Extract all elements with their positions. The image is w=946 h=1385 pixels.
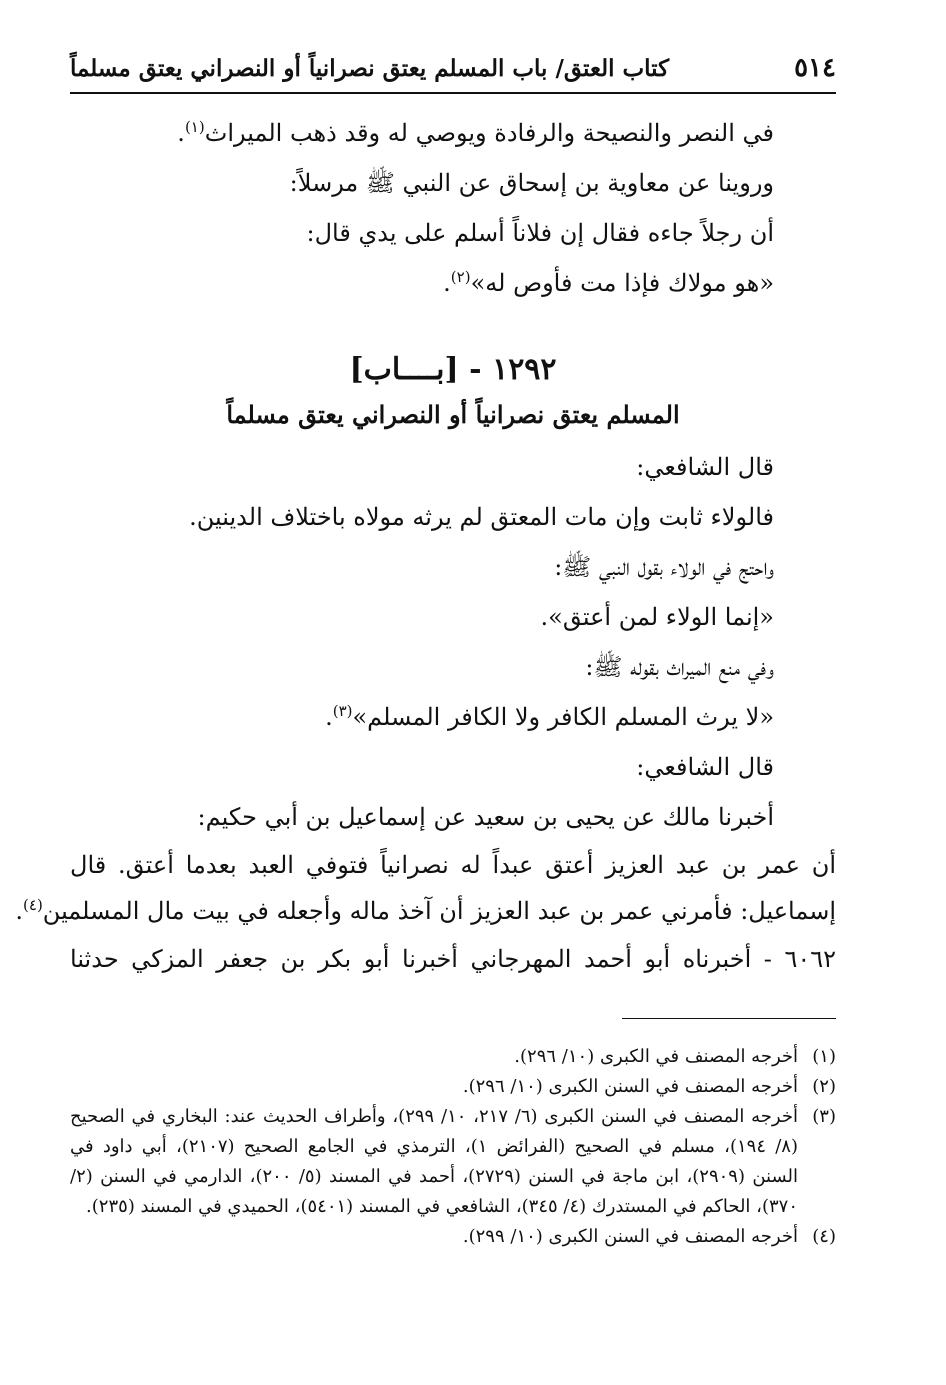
footnote-number: (٣) (812, 1106, 836, 1127)
footnote-ref: (٤) (23, 896, 43, 914)
footnote-rule (622, 1018, 836, 1019)
text-line: أخبرنا مالك عن يحيى بن سعيد عن إسماعيل بن أبي حكيم: (197, 803, 774, 831)
footnotes (70, 1042, 836, 1252)
text-line: في النصر والنصيحة والرفادة ويوصي له وقد ذهب الميراث$^{(١)}$. (177, 118, 774, 147)
text-line: وفي منع الميراث بقوله ﷺ: (585, 653, 774, 681)
main-text (15, 108, 836, 984)
text-line: فالولاء ثابت وإن مات المعتق لم يرثه مولاه باختلاف الدينين. (189, 503, 774, 531)
footnote-item (70, 1072, 836, 1102)
footnote-ref: (٣) (332, 702, 353, 720)
footnote-text: أخرجه المصنف في الكبرى (١٠/ ٢٩٦). (514, 1046, 798, 1067)
spacer (70, 308, 836, 348)
footnote-ref: (١) (184, 118, 205, 136)
footnote-text: أخرجه المصنف في السنن الكبرى (١٠/ ٢٩٦). (462, 1076, 798, 1097)
text-line: ٦٠٦٢ - أخبرناه أبو أحمد المهرجاني أخبرنا أبو بكر بن جعفر المزكي حدثنا (70, 945, 836, 973)
text-line: قال الشافعي: (636, 753, 774, 781)
text-line: «هو مولاك فإذا مت فأوص له»$^{(٢)}$. (443, 268, 774, 297)
footnote-text: أخرجه المصنف في السنن الكبرى (٦/ ٢١٧، ١٠/ ٢٩٩)، وأطراف الحديث عند: البخاري في الصحيح (٨/ ١٩٤)، مسلم في الصحيح (الفرائض ١)، الترمذي في الجامع الصحيح (٢١٠٧)، أبي داود في السنن (٢٩٠٩)، ابن ماجة في السنن (٢٧٢٩)، أحمد في المسند (٥/ ٢٠٠)، الدارمي في السنن (٢/ ٣٧٠)، الحاكم في المستدرك (٤/ ٣٤٥)، الشافعي في المسند (٥٤٠١)، الحميدي في المسند (٢٣٥). (70, 1106, 799, 1217)
header-rule (70, 92, 836, 94)
footnote-text: أخرجه المصنف في السنن الكبرى (١٠/ ٢٩٩). (462, 1226, 798, 1247)
footnote-number: (١) (812, 1046, 836, 1067)
text-line: قال الشافعي: (636, 453, 774, 481)
text-line: «لا يرث المسلم الكافر ولا الكافر المسلم»$^{(٣)}$. (325, 702, 774, 731)
footnote-number: (٤) (812, 1226, 836, 1247)
footnote-ref: (٢) (450, 268, 471, 286)
running-title: كتاب العتق/ باب المسلم يعتق نصرانياً أو النصراني يعتق مسلماً (70, 54, 670, 82)
footnote-number: (٢) (812, 1076, 836, 1097)
chapter-heading: ١٢٩٢ - [بــــاب] (349, 352, 557, 387)
text-line: واحتج في الولاء بقول النبي ﷺ: (554, 553, 774, 581)
footnote-item (70, 1222, 836, 1252)
text-line: أن رجلاً جاءه فقال إن فلاناً أسلم على يدي قال: (306, 219, 774, 247)
text-line: إسماعيل: فأمرني عمر بن عبد العزيز أن آخذ ماله وأجعله في بيت مال المسلمين$^{(٤)}$. (15, 896, 836, 925)
text-line: «إنما الولاء لمن أعتق». (540, 603, 774, 631)
footnote-item (70, 1102, 836, 1222)
text-line: أن عمر بن عبد العزيز أعتق عبداً له نصرانياً فتوفي العبد بعدما أعتق. قال (70, 851, 836, 879)
footnote-item (70, 1042, 836, 1072)
page-header (70, 46, 836, 90)
text-line: وروينا عن معاوية بن إسحاق عن النبي ﷺ مرسلاً: (289, 169, 774, 197)
chapter-title: المسلم يعتق نصرانياً أو النصراني يعتق مسلماً (226, 400, 680, 429)
page-number: ٥١٤ (794, 53, 836, 83)
